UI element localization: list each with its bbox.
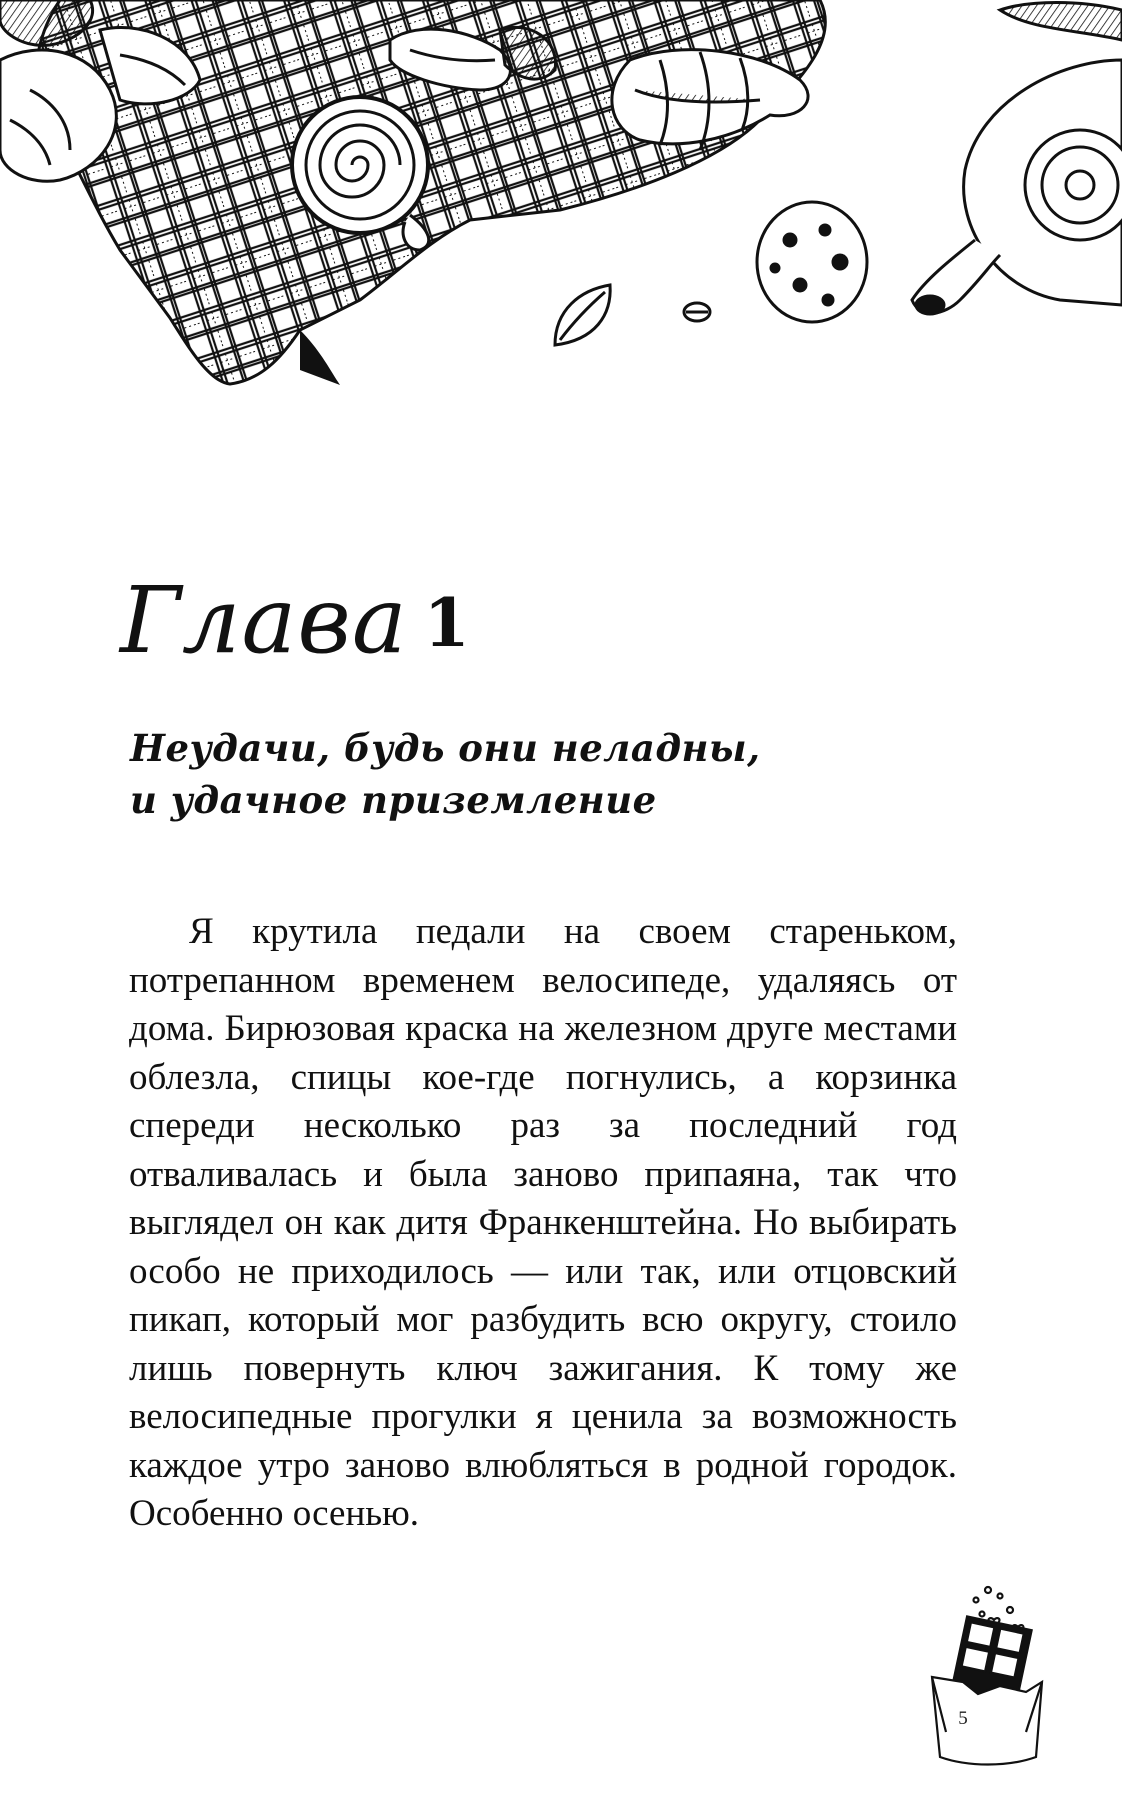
chapter-number: 1: [423, 584, 471, 662]
coffee-bean-icon: [684, 303, 710, 321]
chapter-subtitle: [130, 722, 761, 826]
page-number: 5: [958, 1708, 968, 1729]
tablecloth-tea-illustration: [0, 0, 1122, 400]
subtitle-line-1: Неудачи, будь они неладны,: [130, 726, 761, 770]
chapter-heading: [120, 567, 471, 674]
chapter-heading-word: Глава: [120, 567, 408, 674]
subtitle-line-2: и удачное приземление: [130, 778, 657, 822]
body-paragraph: Я крутила педали на своем стареньком, потрепанном временем велосипеде, удаляясь от дома. Бирюзовая краска на железном друге местами облезла, спицы кое-где погнулись, а корзинка спереди несколько раз за последний год отваливалась и была заново припаяна, так что выглядел он как дитя Франкенштейна. Но выбирать особо не приходилось — или так, или отцовский пикап, который мог разбудить всю округу, стоило лишь повернуть ключ зажигания. К тому же велосипедные прогулки я ценила за возможность каждое утро заново влюбляться в родной городок. Особенно осенью.: [129, 911, 957, 1534]
teapot-icon: [912, 3, 1122, 315]
cookie-icon: [757, 202, 867, 322]
chocolate-bar-icon: [918, 1582, 1058, 1772]
leaf-icon: [555, 285, 610, 345]
